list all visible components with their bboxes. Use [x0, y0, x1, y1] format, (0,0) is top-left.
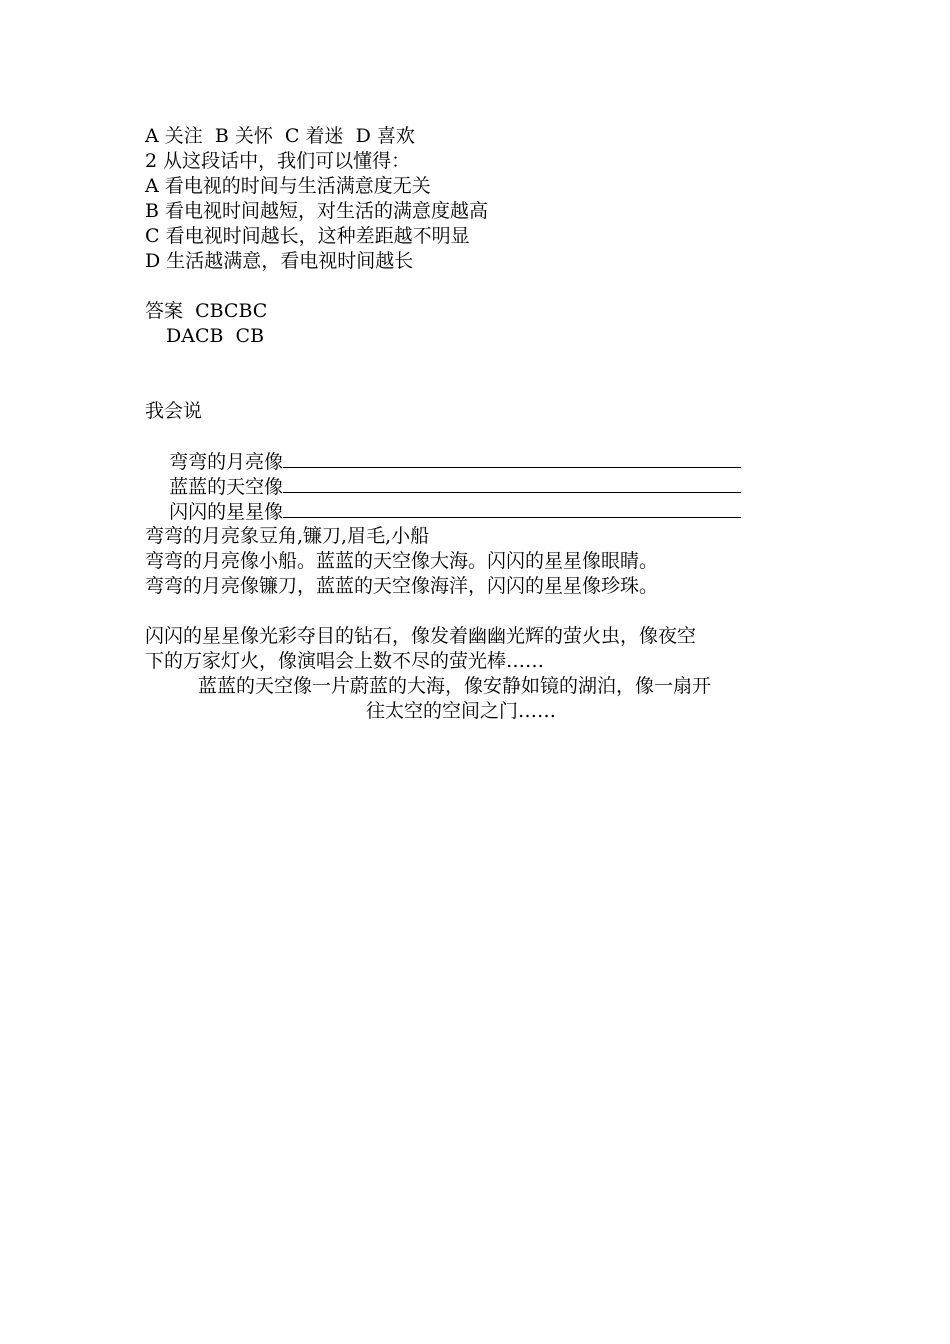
answer-key-line2: DACB CB	[166, 325, 265, 347]
question2-option-a: A 看电视的时间与生活满意度无关	[145, 175, 431, 197]
question2-option-b: B 看电视时间越短，对生活的满意度越高	[145, 200, 489, 222]
question2-option-d: D 生活越满意，看电视时间越长	[145, 250, 414, 272]
sample-answer-1: 弯弯的月亮象豆角,镰刀,眉毛,小船	[145, 525, 430, 547]
sky-extended-line2: 往太空的空间之门……	[366, 700, 557, 722]
prompt-sky: 蓝蓝的天空像	[169, 476, 284, 498]
sky-extended-line1: 蓝蓝的天空像一片蔚蓝的大海，像安静如镜的湖泊，像一扇开	[198, 675, 712, 697]
question2-option-c: C 看电视时间越长，这种差距越不明显	[145, 225, 470, 247]
sample-answer-2: 弯弯的月亮像小船。蓝蓝的天空像大海。闪闪的星星像眼睛。	[145, 550, 659, 572]
star-extended-line1: 闪闪的星星像光彩夺目的钻石，像发着幽幽光辉的萤火虫，像夜空	[145, 625, 697, 647]
star-extended-line2: 下的万家灯火，像演唱会上数不尽的萤光棒……	[145, 650, 545, 672]
prompt-moon: 弯弯的月亮像	[169, 451, 284, 473]
question1-options: A 关注 B 关怀 C 着迷 D 喜欢	[145, 125, 415, 147]
prompt-star-blank	[283, 499, 741, 518]
question2-stem: 2 从这段话中，我们可以懂得：	[145, 150, 411, 172]
sample-answer-3: 弯弯的月亮像镰刀，蓝蓝的天空像海洋，闪闪的星星像珍珠。	[145, 575, 659, 597]
speaking-title: 我会说	[145, 400, 203, 422]
prompt-star: 闪闪的星星像	[169, 501, 284, 523]
answer-key-line1: 答案 CBCBC	[145, 300, 268, 322]
